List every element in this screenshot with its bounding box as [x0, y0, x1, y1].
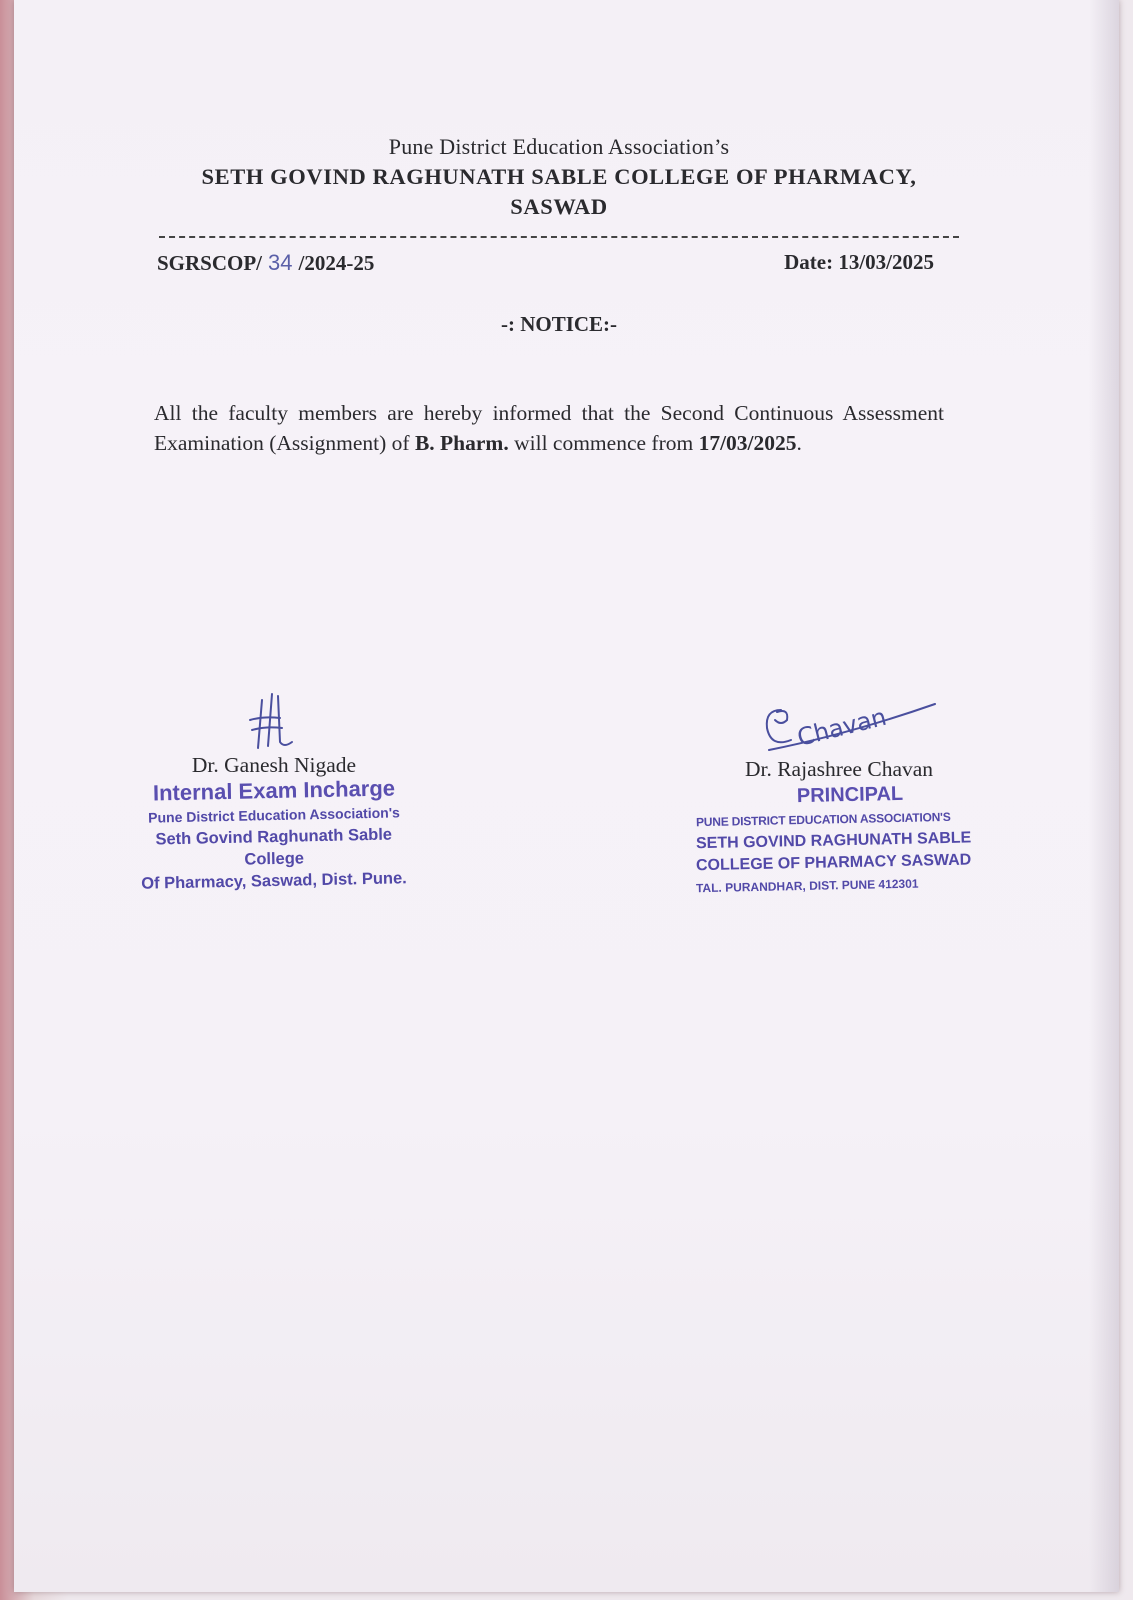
association-name: Pune District Education Association’s	[388, 134, 730, 159]
notice-document	[14, 0, 1119, 1592]
reference-suffix: /2024-25	[298, 251, 375, 275]
right-signatory-block	[674, 690, 1004, 896]
reference-handwritten-number: 34	[268, 250, 293, 275]
header-divider	[159, 236, 959, 238]
reference-number	[157, 250, 374, 276]
notice-title: -: NOTICE:-	[500, 312, 618, 336]
left-stamp-line2: Seth Govind Raghunath Sable College	[155, 825, 393, 869]
right-stamp	[674, 782, 1004, 896]
left-stamp-line3: Of Pharmacy, Saswad, Dist. Pune.	[141, 869, 407, 893]
right-stamp-line3: COLLEGE OF PHARMACY SASWAD	[695, 851, 972, 875]
paper-shadow-edge	[1089, 0, 1119, 1592]
notice-date: Date: 13/03/2025	[784, 250, 934, 274]
reference-prefix: SGRSCOP/	[157, 251, 263, 275]
college-name-line2: SASWAD	[510, 194, 608, 219]
right-stamp-line1: PUNE DISTRICT EDUCATION ASSOCIATION'S	[695, 809, 951, 830]
left-signature-mark	[234, 690, 314, 752]
right-signatory-title: PRINCIPAL	[796, 782, 904, 808]
left-signatory-block	[124, 690, 424, 892]
notice-body-part1: All the faculty members are hereby informed that the Second Continuous Assessment Examination (Assignment) of	[154, 401, 944, 455]
right-signatory-name: Dr. Rajashree Chavan	[744, 757, 934, 781]
right-signature-mark	[739, 690, 939, 756]
notice-program: B. Pharm.	[414, 431, 509, 455]
notice-body-part2: will commence from	[508, 431, 699, 455]
left-signatory-name: Dr. Ganesh Nigade	[191, 753, 357, 777]
right-signature-text: Chavan	[794, 702, 890, 752]
left-stamp-line1: Pune District Education Association's	[147, 804, 401, 826]
notice-body	[154, 398, 944, 458]
college-name-line1: SETH GOVIND RAGHUNATH SABLE COLLEGE OF PHARMACY,	[201, 164, 917, 189]
notice-body-end: .	[796, 431, 802, 455]
left-stamp	[124, 775, 424, 893]
right-stamp-line4: TAL. PURANDHAR, DIST. PUNE 412301	[695, 876, 919, 896]
right-stamp-line2: SETH GOVIND RAGHUNATH SABLE	[695, 829, 972, 853]
left-signatory-title: Internal Exam Incharge	[152, 775, 396, 806]
notice-start-date: 17/03/2025	[698, 431, 797, 455]
letterhead	[144, 132, 974, 222]
